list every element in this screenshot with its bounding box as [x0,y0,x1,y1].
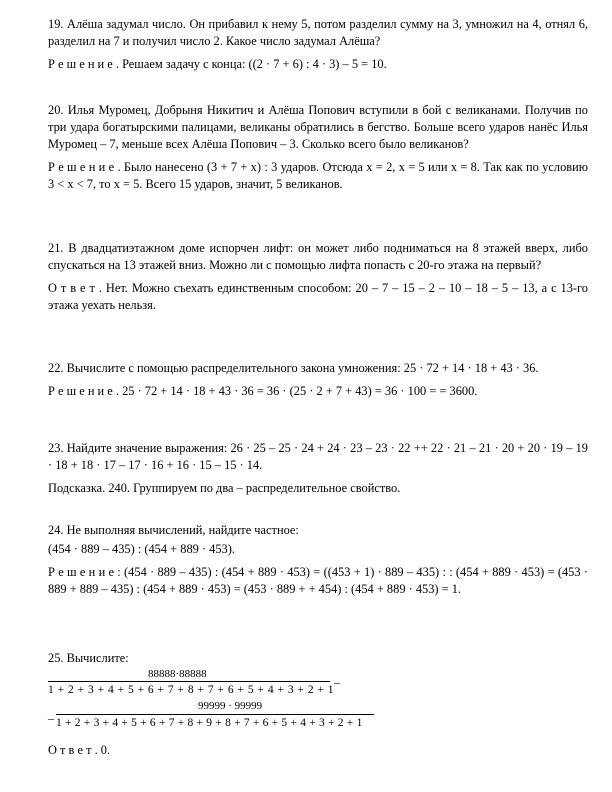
fraction-2-bar [56,714,374,715]
problem-20-solution: Р е ш е н и е . Было нанесено (3 + 7 + x) : 3 ударов. Отсюда x = 2, x = 5 или x = 8. Так как по условию 3 < x < 7, то x = 5. Всего 15 ударов, значит, 5 великанов. [48,160,588,191]
problem-19 [48,16,588,73]
problem-22 [48,360,588,400]
fraction-1-numerator: 88888·88888 [148,668,207,680]
problem-21-text: 21. В двадцатиэтажном доме испорчен лифт: он может либо подниматься на 8 этажей вверх, либо спускаться на 13 этажей вниз. Можно ли с помощью лифта попасть с 20-го этажа на первый? [48,241,588,272]
problem-25-text: 25. Вычислите: [48,651,129,665]
problem-25 [48,650,588,770]
problem-25-answer: О т в е т . 0. [48,743,111,757]
fraction-2-numerator: 99999 · 99999 [198,700,263,712]
problem-21 [48,240,588,314]
problem-20 [48,102,588,193]
problem-21-answer: О т в е т . Нет. Можно съехать единственным способом: 20 – 7 – 15 – 2 – 10 – 18 – 5 – 13, а с 13-го этажа уехать нельзя. [48,281,588,312]
fraction-1-denominator: 1 + 2 + 3 + 4 + 5 + 6 + 7 + 8 + 7 + 6 + 5 + 4 + 3 + 2 + 1 [48,684,335,696]
problem-24-solution: Р е ш е н и е : (454 · 889 – 435) : (454 + 889 · 453) = ((453 + 1) · 889 – 435) : : (454 + 889 · 453) = (453 · 889 + 889 – 435) : (454 + 889 · 453) = (453 · 889 + + 454) : (454 + 889 · 453) = 1. [48,565,588,596]
problem-19-solution: Р е ш е н и е . Решаем задачу с конца: ((2 · 7 + 6) : 4 · 3) – 5 = 10. [48,57,387,71]
problem-20-text: 20. Илья Муромец, Добрыня Никитич и Алёша Попович вступили в бой с великанами. Получив по три удара богатырскими палицами, великаны обратились в бегство. Больше всего ударов нанёс Илья Муромец – 7, меньше всех Алёша Попович – 3. Сколько всего было великанов? [48,103,588,151]
problem-23-hint: Подсказка. 240. Группируем по два – распределительное свойство. [48,481,401,495]
problem-23-text: 23. Найдите значение выражения: 26 · 25 – 25 · 24 + 24 · 23 – 23 · 22 ++ 22 · 21 – 21 · 20 + 20 · 19 – 19 · 18 + 18 · 17 – 17 · 16 + 16 · 15 – 15 · 14. [48,441,588,472]
problem-22-text: 22. Вычислите с помощью распределительного закона умножения: 25 · 72 + 14 · 18 + 43 · 36. [48,361,539,375]
problem-22-solution: Р е ш е н и е . 25 · 72 + 14 · 18 + 43 · 36 = 36 · (25 · 2 + 7 + 43) = 36 · 100 = = 3600. [48,384,478,398]
problem-23 [48,440,588,497]
problem-24 [48,522,588,598]
fraction-1-bar [48,681,330,682]
minus-sign-2: – [48,711,54,725]
fraction-2-denominator: 1 + 2 + 3 + 4 + 5 + 6 + 7 + 8 + 9 + 8 + 7 + 6 + 5 + 4 + 3 + 2 + 1 [56,717,363,729]
problem-24-expression: (454 · 889 – 435) : (454 + 889 · 453). [48,542,235,556]
problem-19-text: 19. Алёша задумал число. Он прибавил к нему 5, потом разделил сумму на 3, умножил на 4, отнял 6, разделил на 7 и получил число 2. Какое число задумал Алёша? [48,17,588,48]
problem-24-text: 24. Не выполняя вычислений, найдите частное: [48,523,299,537]
minus-sign-1: – [334,675,340,689]
